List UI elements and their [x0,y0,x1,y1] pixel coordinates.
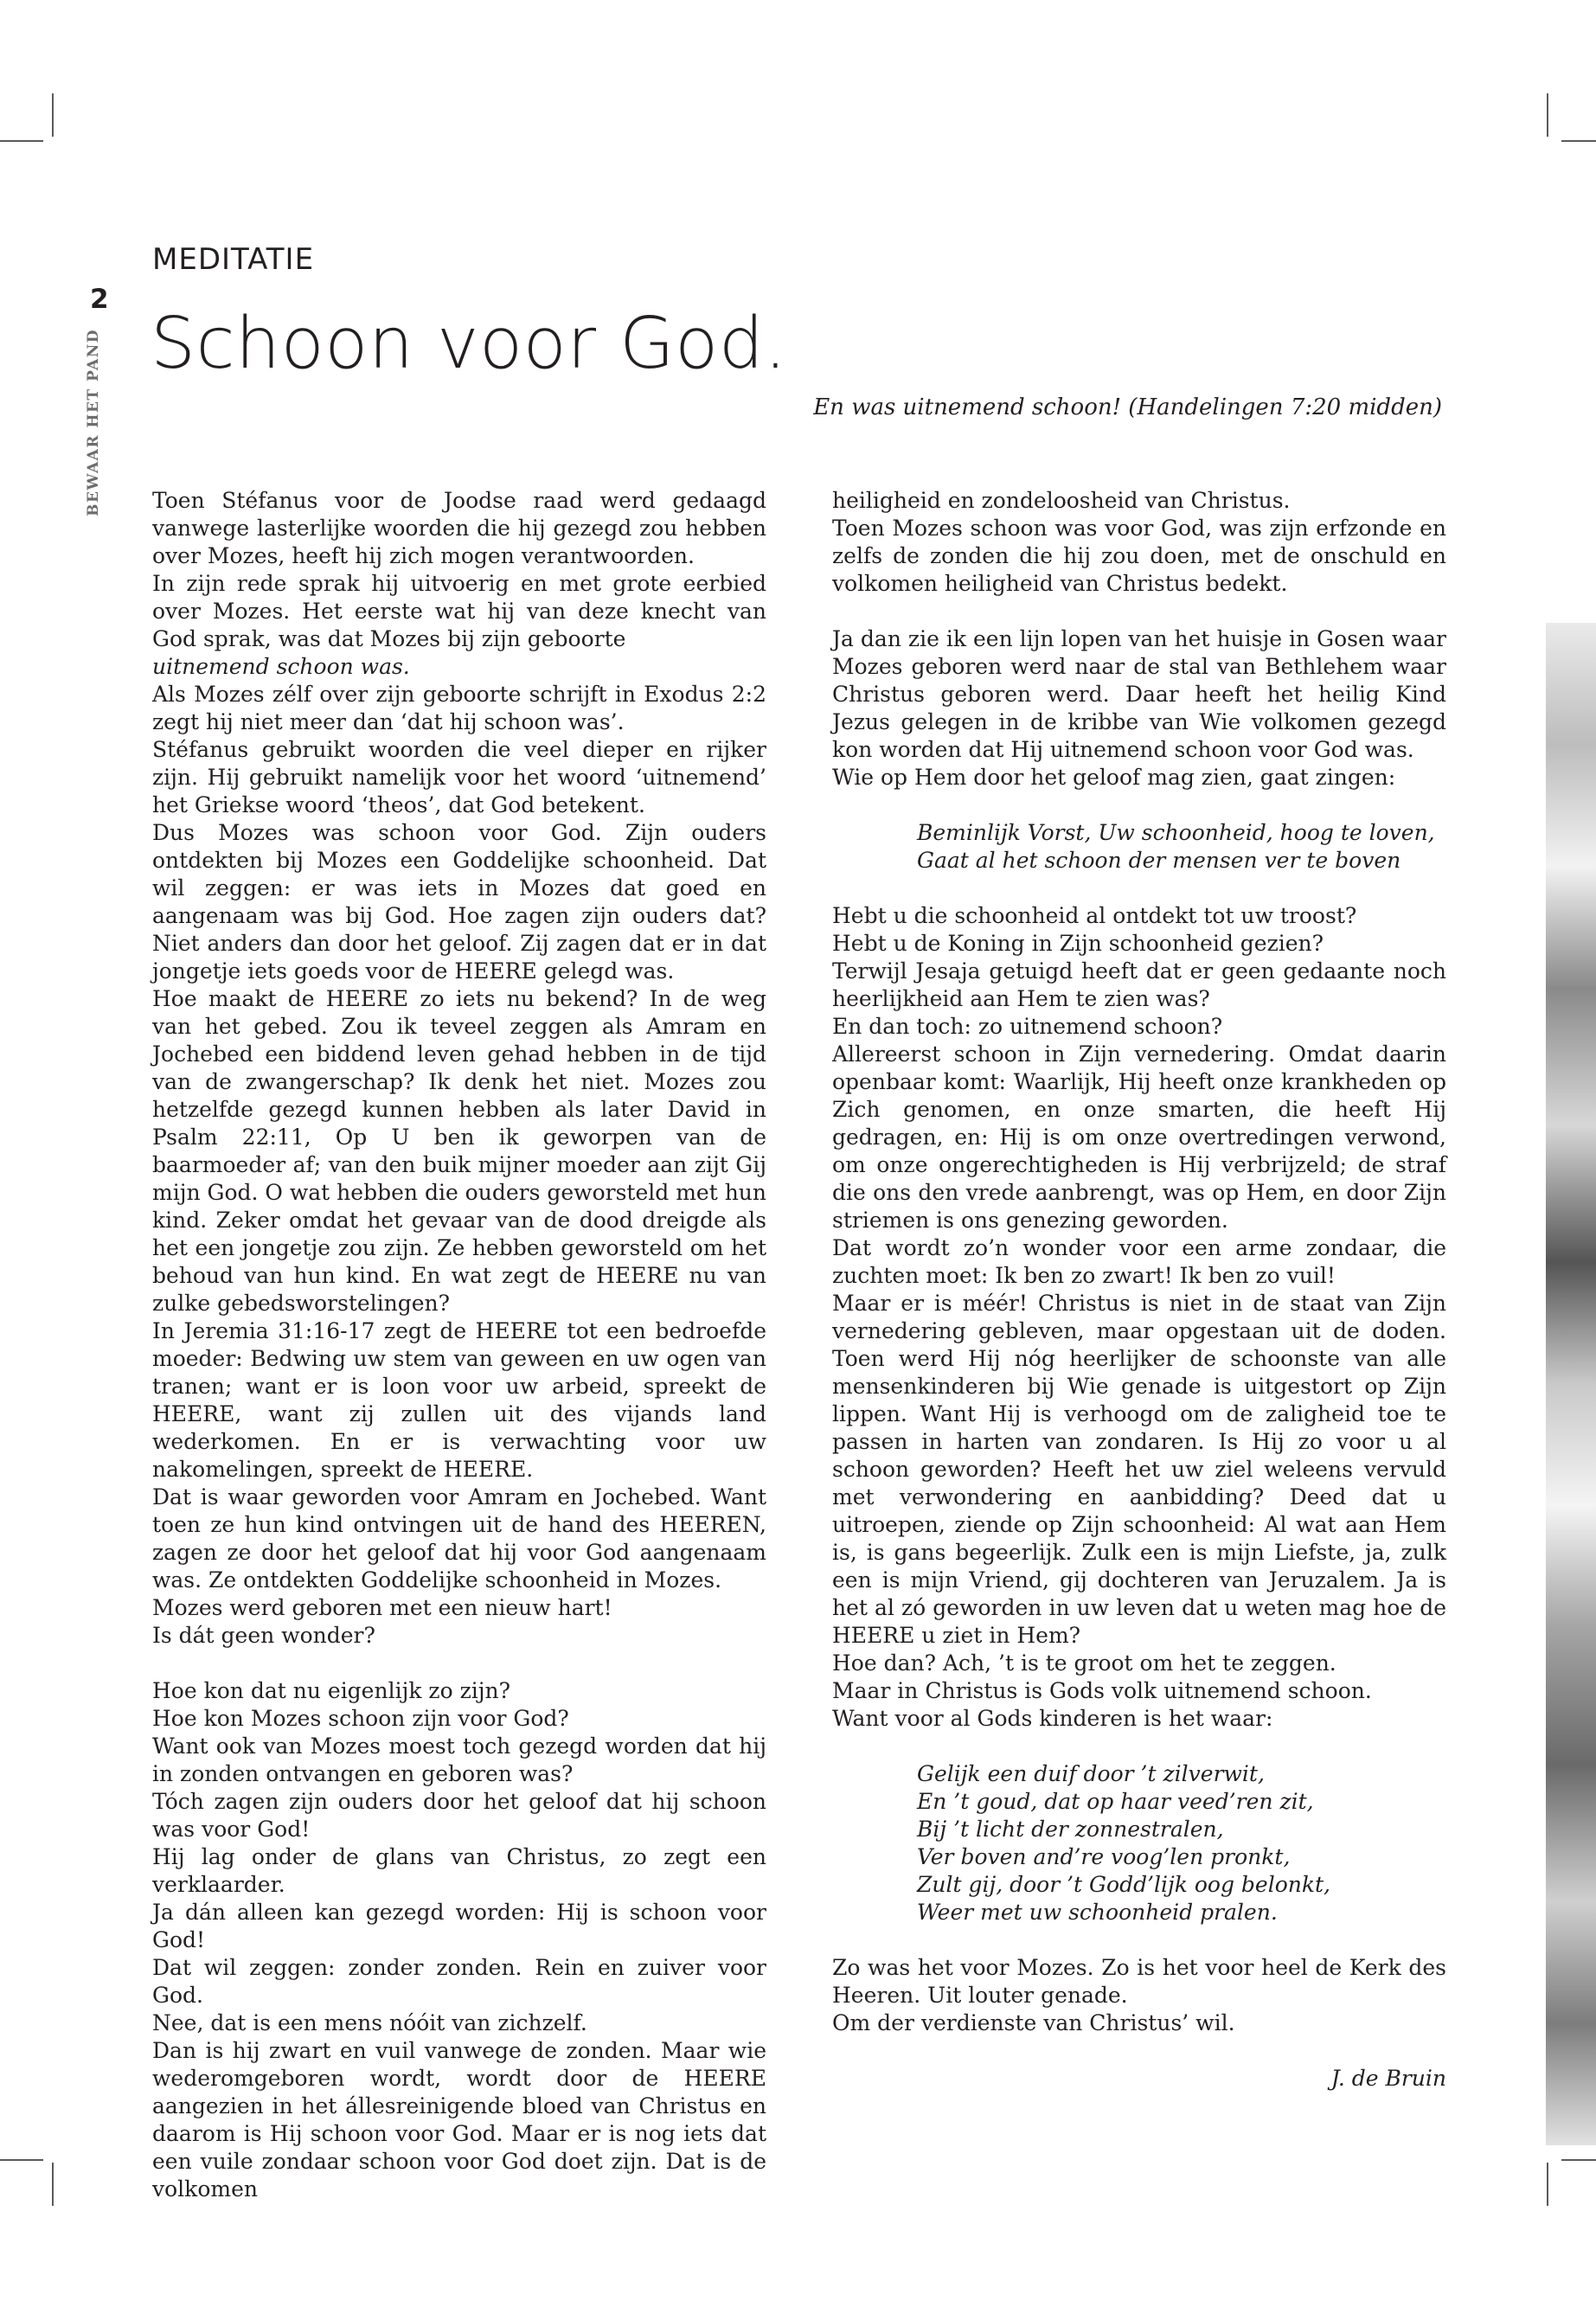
paragraph: Toen Mozes schoon was voor God, was zijn erfzonde en zelfs de zonden die hij zou doen, met de onschuld en volkomen heiligheid van Christus bedekt. [832,516,1446,596]
paragraph: Wie op Hem door het geloof mag zien, gaat zingen: [832,765,1396,790]
paragraph: Maar er is méér! Christus is niet in de staat van Zijn vernedering gebleven, maar opgestaan uit de doden. Toen werd Hij nóg heerlijker de schoonste van alle mensenkinderen bij Wie genade is uitgestort op Zijn lippen. Want Hij is verhoogd om de zaligheid toe te passen in harten van zondaren. Is Hij zo voor u al schoon geworden? Heeft het uw ziel weleens vervuld met verwondering en aanbidding? Deed dat u uitroepen, ziende op Zijn schoonheid: Al wat aan Hem is, is gans begeerlijk. Zulk een is mijn Liefste, ja, zulk een is mijn Vriend, gij dochteren van Jeruzalem. Ja is het al zó geworden in uw leven dat u weten mag hoe de HEERE u ziet in Hem? [832,1291,1446,1648]
paragraph: Als Mozes zélf over zijn geboorte schrijft in Exodus 2:2 zegt hij niet meer dan ‘dat hij schoon was’. [152,682,766,734]
verse-quote-1 [917,819,1446,875]
paragraph: Ja dan zie ik een lijn lopen van het huisje in Gosen waar Mozes geboren werd naar de stal van Bethlehem waar Christus geboren werd. Daar heeft het heilig Kind Jezus gelegen in de kribbe van Wie volkomen gezegd kon worden dat Hij uitnemend schoon voor God was. [832,626,1446,762]
crop-mark-bottom-left-vertical [52,2163,54,2206]
paragraph: Hebt u die schoonheid al ontdekt tot uw troost? [832,903,1357,928]
paragraph: Zo was het voor Mozes. Zo is het voor heel de Kerk des Heeren. Uit louter genade. [832,1955,1446,2008]
emphasis: uitnemend schoon was. [152,654,410,679]
paragraph: Dat is waar geworden voor Amram en Jochebed. Want toen ze hun kind ontvingen uit de hand des HEEREN, zagen ze door het geloof dat hij voor God aangenaam was. Ze ontdekten Goddelijke schoonheid in Mozes. [152,1484,766,1593]
paragraph: Ja dán alleen kan gezegd worden: Hij is schoon voor God! [152,1900,766,1952]
article-column-right [832,487,1446,2093]
crop-mark-top-right-horizontal [1561,140,1596,142]
paragraph: Hij lag onder de glans van Christus, zo zegt een verklaarder. [152,1844,766,1897]
crop-mark-top-left-vertical [52,93,54,137]
crop-mark-bottom-right-horizontal [1561,2159,1596,2161]
paragraph: Hoe kon dat nu eigenlijk zo zijn? [152,1678,511,1703]
paragraph: Dus Mozes was schoon voor God. Zijn ouders ontdekten bij Mozes een Goddelijke schoonheid. Dat wil zeggen: er was iets in Mozes dat goed en aangenaam was bij God. Hoe zagen zijn ouders dat? Niet anders dan door het geloof. Zij zagen dat er in dat jongetje iets goeds voor de HEERE gelegd was. [152,820,766,984]
paragraph: In zijn rede sprak hij uitvoerig en met grote eerbied over Mozes. Het eerste wat hij van deze knecht van God sprak, was dat Mozes bij zijn geboorte [152,571,766,651]
paragraph: Tóch zagen zijn ouders door het geloof dat hij schoon was voor God! [152,1789,766,1842]
paragraph: Dan is hij zwart en vuil vanwege de zonden. Maar wie wederomgeboren wordt, wordt door de HEERE aangezien in het állesreinigende bloed van Christus en daarom is Hij schoon voor God. Maar er is nog iets dat een vuile zondaar schoon voor God doet zijn. Dat is de volkomen [152,2038,766,2202]
paragraph: Dat wordt zo’n wonder voor een arme zondaar, die zuchten moet: Ik ben zo zwart! Ik ben zo vuil! [832,1235,1446,1288]
verse-line: Ver boven and’re voog’len pronkt, [917,1844,1291,1869]
paragraph: In Jeremia 31:16-17 zegt de HEERE tot een bedroefde moeder: Bedwing uw stem van geween en uw ogen van tranen; want er is loon voor uw arbeid, spreekt de HEERE, want zij zullen uit des vijands land wederkomen. En er is verwachting voor uw nakomelingen, spreekt de HEERE. [152,1318,766,1482]
verse-line: Gelijk een duif door ’t zilverwit, [917,1761,1265,1786]
paragraph: heiligheid en zondeloosheid van Christus. [832,488,1291,513]
verse-quote-2 [917,1760,1446,1926]
author-signature: J. de Bruin [1330,2066,1446,2091]
spine-text: BEWAAR HET PAND [85,329,102,516]
paragraph: Maar in Christus is Gods volk uitnemend schoon. [832,1678,1372,1703]
paragraph: Hebt u de Koning in Zijn schoonheid gezien? [832,931,1324,956]
paragraph: En dan toch: zo uitnemend schoon? [832,1014,1223,1039]
paragraph: Om der verdienste van Christus’ wil. [832,2010,1235,2035]
crop-mark-top-left-horizontal [0,140,43,142]
page-title: Schoon voor God. [151,303,787,385]
section-label: MEDITATIE [152,242,315,277]
crop-mark-top-right-vertical [1547,93,1548,137]
paragraph: Want voor al Gods kinderen is het waar: [832,1706,1273,1731]
page-number: 2 [90,284,109,315]
paragraph: Hoe maakt de HEERE zo iets nu bekend? In de weg van het gebed. Zou ik teveel zeggen als Amram en Jochebed een biddend leven gehad hebben in de tijd van de zwangerschap? Ik denk het niet. Mozes zou hetzelfde gezegd kunnen hebben als later David in Psalm 22:11, Op U ben ik geworpen van de baarmoeder af; van den buik mijner moeder aan zijt Gij mijn God. O wat hebben die ouders geworsteld met hun kind. Zeker omdat het gevaar van de dood dreigde als het een jongetje zou zijn. Ze hebben geworsteld om het behoud van hun kind. En wat zegt de HEERE nu van zulke gebedsworstelingen? [152,986,766,1316]
verse-line: Beminlijk Vorst, Uw schoonheid, hoog te loven, [917,820,1435,845]
verse-line: Weer met uw schoonheid pralen. [917,1900,1278,1925]
crop-mark-bottom-left-horizontal [0,2159,43,2161]
paragraph: Stéfanus gebruikt woorden die veel dieper en rijker zijn. Hij gebruikt namelijk voor het woord ‘uitnemend’ het Griekse woord ‘theos’, dat God betekent. [152,737,766,817]
crop-mark-bottom-right-vertical [1547,2163,1548,2206]
paragraph: Is dát geen wonder? [152,1623,375,1648]
verse-line: En ’t goud, dat op haar veed’ren zit, [917,1789,1314,1814]
paragraph: Terwijl Jesaja getuigd heeft dat er geen gedaante noch heerlijkheid aan Hem te zien was? [832,958,1446,1011]
side-photo-strip [1546,623,1596,2145]
paragraph: Hoe kon Mozes schoon zijn voor God? [152,1706,569,1731]
article-column-left [152,487,766,2203]
paragraph: Nee, dat is een mens nóóit van zichzelf. [152,2010,587,2035]
paragraph: Allereerst schoon in Zijn vernedering. Omdat daarin openbaar komt: Waarlijk, Hij heeft onze krankheden op Zich genomen, en onze smarten, die heeft Hij gedragen, en: Hij is om onze overtredingen verwond, om onze ongerechtigheden is Hij verbrijzeld; de straf die ons den vrede aanbrengt, was op Hem, en door Zijn striemen is ons genezing geworden. [832,1042,1446,1233]
verse-line: Bij ’t licht der zonnestralen, [917,1817,1224,1842]
paragraph: Mozes werd geboren met een nieuw hart! [152,1595,612,1620]
paragraph: Toen Stéfanus voor de Joodse raad werd gedaagd vanwege lasterlijke woorden die hij gezegd zou hebben over Mozes, heeft hij zich mogen verantwoorden. [152,488,766,568]
paragraph: Hoe dan? Ach, ’t is te groot om het te zeggen. [832,1650,1336,1676]
paragraph: Want ook van Mozes moest toch gezegd worden dat hij in zonden ontvangen en geboren was? [152,1734,766,1786]
paragraph [152,653,766,681]
epigraph: En was uitnemend schoon! (Handelingen 7:20 midden) [813,394,1442,420]
paragraph: Dat wil zeggen: zonder zonden. Rein en zuiver voor God. [152,1955,766,2008]
verse-line: Zult gij, door ’t Godd’lijk oog belonkt, [917,1872,1331,1897]
verse-line: Gaat al het schoon der mensen ver te boven [917,848,1401,873]
